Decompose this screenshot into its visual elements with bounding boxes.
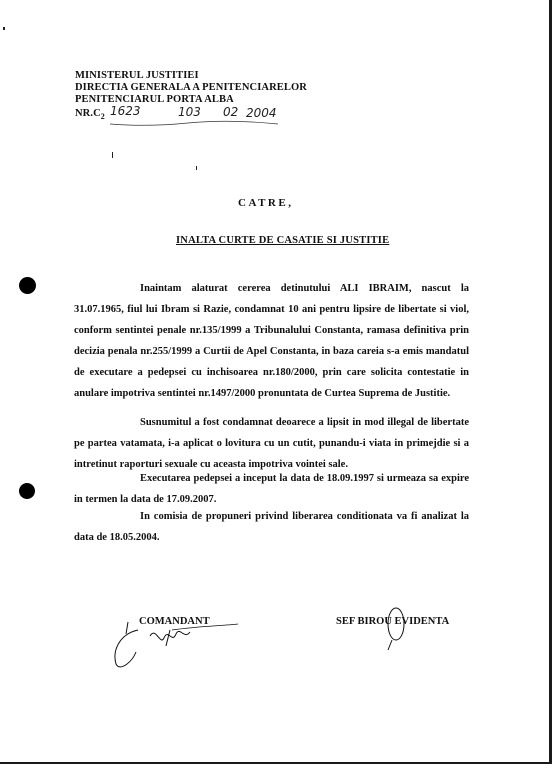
signature-left-title: COMANDANT — [139, 616, 210, 627]
registration-underline — [108, 120, 308, 130]
recipient-salutation: CATRE, — [238, 197, 294, 209]
punch-hole-top — [19, 277, 36, 294]
header-penitentiary: PENITENCIARUL PORTA ALBA — [75, 94, 234, 105]
commander-signature — [110, 616, 250, 676]
scan-speck — [196, 166, 197, 170]
signature-right-title: SEF BIROU EVIDENTA — [336, 616, 450, 627]
registration-index: 103 — [178, 105, 201, 119]
records-signature — [382, 604, 422, 654]
body-paragraph-1: Inaintam alaturat cererea detinutului ALI IBRAIM, nascut la 31.07.1965, fiul lui Ibram si Razie, condamnat 10 ani pentru lipsire de libertate si viol, conform sentintei penale nr.135/1999 a Tribunalului Constanta, ramasa definitiva prin decizia penala nr.255/1999 a Curtii de Apel Constanta, in baza careia s-a emis mandatul de executare a pedepsei cu inchisoarea nr.180/2000, prin care solicita contestatie in anulare impotriva sentintei nr.1497/2000 pronuntata de Curtea Suprema de Justitie. — [74, 283, 469, 399]
header-ministry: MINISTERUL JUSTITIEI — [75, 70, 199, 81]
body-paragraph-3: Executarea pedepsei a inceput la data de 18.09.1997 si urmeaza sa expire in termen la data de 17.09.2007. — [74, 473, 469, 505]
registration-sub: 2 — [100, 112, 105, 122]
punch-hole-bottom — [19, 483, 35, 499]
header-registration — [75, 108, 105, 124]
scan-speck — [112, 152, 113, 158]
recipient-institution: INALTA CURTE DE CASATIE SI JUSTITIE — [176, 235, 390, 246]
body-paragraph-2: Susnumitul a fost condamnat deoarece a lipsit in mod illegal de libertate pe partea vatamata, i-a aplicat o lovitura cu un cutit, punandu-i viata in primejdie si a intretinut raporturi sexuale cu aceasta impotriva vointei sale. — [74, 417, 469, 470]
body-paragraph-4: In comisia de propuneri privind liberarea conditionata va fi analizat la data de 18.05.2004. — [74, 511, 469, 543]
header-directorate: DIRECTIA GENERALA A PENITENCIARELOR — [75, 82, 307, 93]
registration-month: 02 — [223, 105, 239, 119]
scan-speck — [3, 27, 5, 30]
registration-year: 2004 — [246, 106, 277, 120]
registration-number: 1623 — [110, 104, 141, 118]
registration-label: NR.C — [75, 108, 101, 119]
